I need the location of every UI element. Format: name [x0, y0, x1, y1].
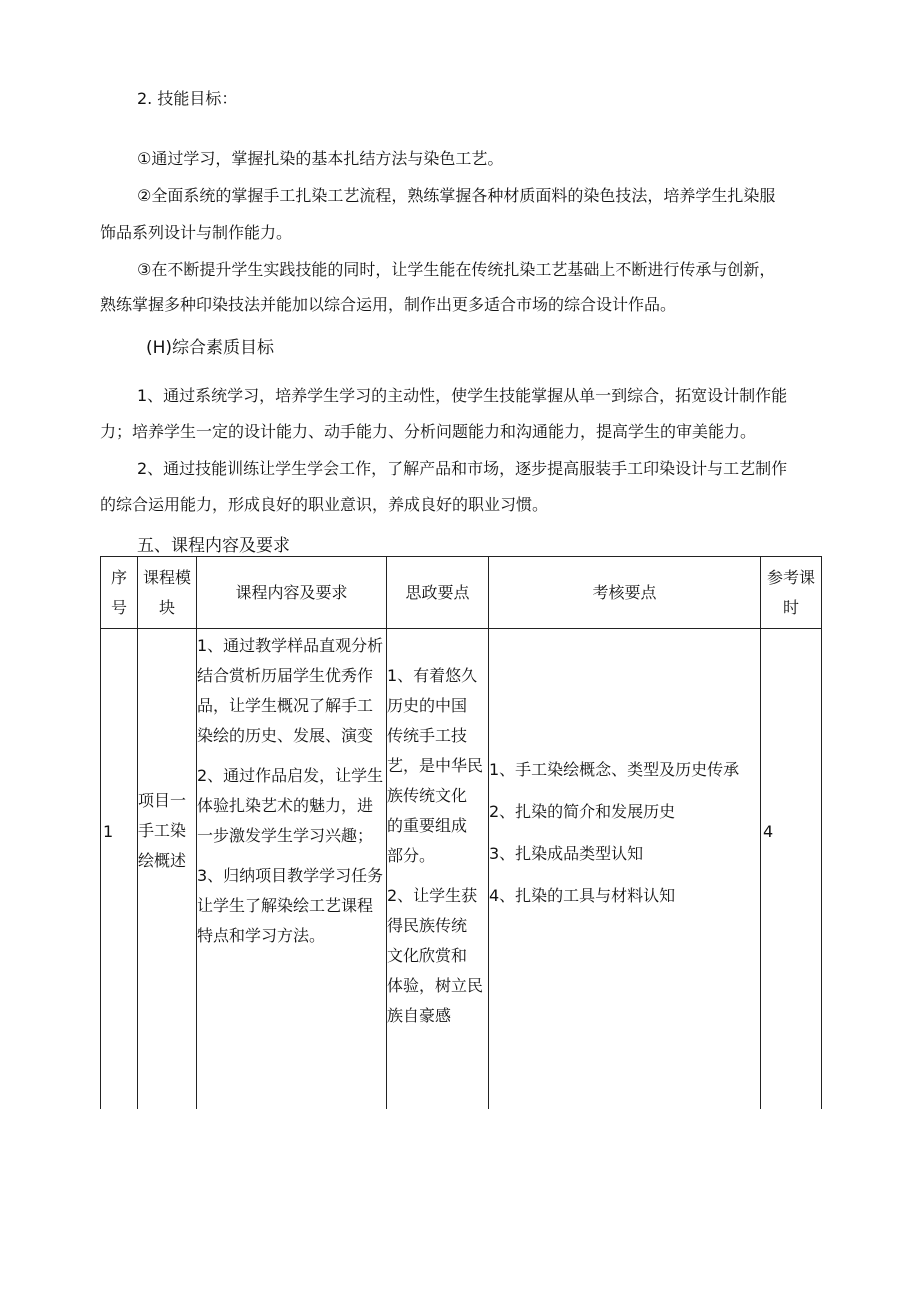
row-1-module: 项目一 手工染 绘概述	[138, 629, 197, 1109]
header-hours: 参考课 时	[761, 557, 822, 629]
header-assessment: 考核要点	[489, 557, 761, 629]
header-content: 课程内容及要求	[197, 557, 387, 629]
header-module: 课程模 块	[138, 557, 197, 629]
quality-item-1-line-1: 1、通过系统学习，培养学生学习的主动性，使学生技能掌握从单一到综合，拓宽设计制作能	[137, 386, 788, 405]
row-1-assessment: 1、手工染绘概念、类型及历史传承 2、扎染的简介和发展历史 3、扎染成品类型认知 4、扎染的工具与材料认知	[489, 629, 761, 1109]
row-1-seq: 1	[101, 629, 138, 1109]
skills-item-3-line-2: 熟练掌握多种印染技法并能加以综合运用，制作出更多适合市场的综合设计作品。	[100, 295, 677, 314]
course-content-table	[100, 556, 822, 1109]
skills-item-2-line-1: ②全面系统的掌握手工扎染工艺流程，熟练掌握各种材质面料的染色技法，培养学生扎染服	[137, 186, 776, 205]
quality-title: (H)综合素质目标	[146, 338, 275, 358]
row-1-ideology: 1、有着悠久 历史的中国 传统手工技 艺，是中华民 族传统文化 的重要组成 部分。 2、让学生获 得民族传统 文化欣赏和 体验，树立民 族自豪感	[387, 629, 489, 1109]
section-5-title: 五、课程内容及要求	[137, 536, 290, 556]
skills-item-3-line-1: ③在不断提升学生实践技能的同时，让学生能在传统扎染工艺基础上不断进行传承与创新，	[137, 260, 776, 279]
quality-item-2-line-1: 2、通过技能训练让学生学会工作，了解产品和市场，逐步提高服装手工印染设计与工艺制作	[137, 459, 788, 478]
quality-item-2-line-2: 的综合运用能力，形成良好的职业意识，养成良好的职业习惯。	[100, 495, 549, 514]
header-seq: 序 号	[101, 557, 138, 629]
quality-item-1-line-2: 力；培养学生一定的设计能力、动手能力、分析问题能力和沟通能力，提高学生的审美能力。	[100, 422, 757, 441]
skills-title: 2. 技能目标：	[137, 89, 238, 108]
row-1-content: 1、通过教学样品直观分析 结合赏析历届学生优秀作 品，让学生概况了解手工 染绘的历史、发展、演变 2、通过作品启发，让学生 体验扎染艺术的魅力，进 一步激发学生学习兴趣； 3、归纳项目教学学习任务 让学生了解染绘工艺课程 特点和学习方法。	[197, 629, 387, 1109]
table-row	[101, 629, 822, 1109]
row-1-hours: 4	[761, 629, 822, 1109]
skills-item-1: ①通过学习，掌握扎染的基本扎结方法与染色工艺。	[137, 149, 504, 168]
table-header-row	[101, 557, 822, 629]
skills-item-2-line-2: 饰品系列设计与制作能力。	[100, 223, 293, 242]
header-ideology: 思政要点	[387, 557, 489, 629]
